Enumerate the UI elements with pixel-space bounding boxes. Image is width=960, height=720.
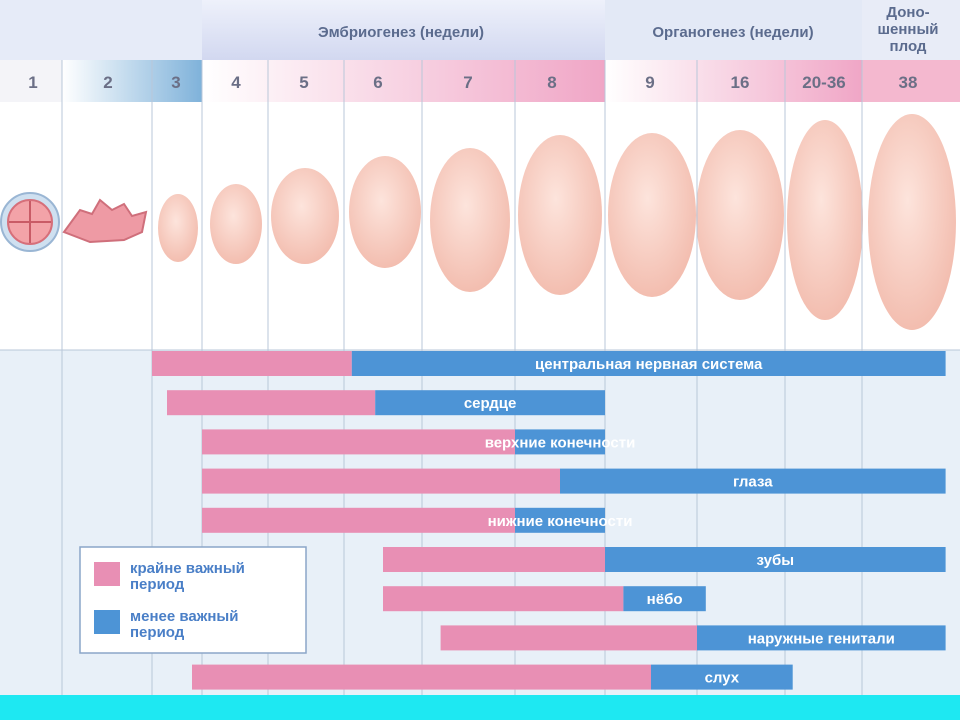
critical-bar — [202, 508, 515, 533]
critical-bar — [202, 429, 515, 454]
weekrow-bg-2 — [62, 60, 202, 102]
organ-label: сердце — [463, 395, 517, 413]
embryo-week5-icon — [271, 168, 339, 264]
organ-row-6 — [383, 547, 946, 572]
header-term-3: плод — [889, 38, 927, 55]
week-label-1: 1 — [28, 73, 38, 92]
week-label-12: 38 — [898, 73, 918, 92]
header-term-2: шенный — [877, 21, 939, 38]
legend-critical-swatch — [94, 562, 120, 586]
week-label-5: 5 — [299, 73, 309, 92]
organ-row-5 — [202, 508, 632, 533]
critical-bar — [441, 625, 697, 650]
bottom-strip — [0, 695, 960, 720]
fetus-week20-36-icon — [787, 120, 863, 320]
organ-label: нижние конечности — [487, 512, 633, 530]
organ-row-4 — [202, 469, 946, 494]
week-label-11: 20-36 — [802, 73, 846, 92]
week-label-7: 7 — [463, 73, 473, 92]
fetus-week38-icon — [868, 114, 956, 330]
header-term-1: Доно- — [886, 4, 930, 21]
embryo-week4-icon — [210, 184, 262, 264]
critical-bar — [202, 469, 560, 494]
week-label-10: 16 — [730, 73, 750, 92]
embryo-week8-icon — [518, 135, 602, 295]
legend-critical-line2: период — [130, 576, 185, 593]
critical-bar — [152, 351, 352, 376]
organ-row-8 — [441, 625, 946, 650]
organ-row-2 — [167, 390, 605, 415]
legend-less-line1: менее важный — [130, 608, 239, 625]
legend — [80, 547, 306, 653]
organ-label: верхние конечности — [484, 434, 636, 452]
week-label-2: 2 — [103, 73, 113, 92]
organ-label: глаза — [733, 473, 773, 491]
organ-row-7 — [383, 586, 706, 611]
header-left-blank — [0, 0, 202, 60]
critical-bar — [383, 547, 605, 572]
organ-row-3 — [202, 429, 635, 454]
organ-row-1 — [152, 351, 946, 376]
critical-bar — [192, 665, 651, 690]
week-label-4: 4 — [231, 73, 241, 92]
header-organo: Органогенез (недели) — [652, 24, 814, 41]
embryo-week7-icon — [430, 148, 510, 292]
legend-critical-line1: крайне важный — [130, 560, 245, 577]
organ-label: центральная нервная система — [535, 356, 763, 373]
organ-row-9 — [192, 665, 793, 690]
organ-label: зубы — [756, 552, 795, 569]
weekrow-bg-3 — [202, 60, 605, 102]
week-label-6: 6 — [373, 73, 383, 92]
week-label-3: 3 — [171, 73, 181, 92]
week-label-9: 9 — [645, 73, 655, 92]
critical-bar — [383, 586, 623, 611]
legend-less-line2: период — [130, 624, 185, 641]
embryo-week6-icon — [349, 156, 421, 268]
header-embryo: Эмбриогенез (недели) — [317, 24, 485, 41]
week-label-8: 8 — [547, 73, 557, 92]
embryo-week3-icon — [158, 194, 198, 262]
organ-label: нёбо — [646, 591, 683, 609]
legend-less-swatch — [94, 610, 120, 634]
organ-label: наружные генитали — [747, 630, 895, 648]
organ-label: слух — [704, 669, 740, 687]
critical-bar — [167, 390, 375, 415]
fetus-week9-icon — [608, 133, 696, 297]
zygote-icon — [1, 193, 59, 251]
fetus-week16-icon — [696, 130, 784, 300]
